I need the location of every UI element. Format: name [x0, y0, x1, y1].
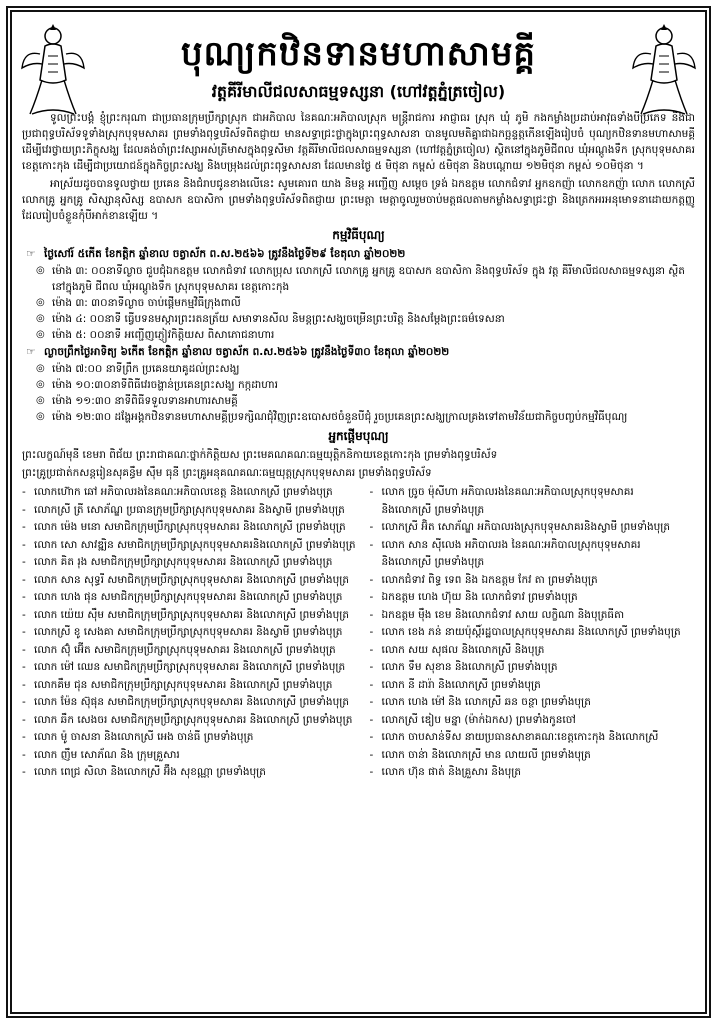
- organizer-entry: - លោក ខេង ភន់ នាយប៉ុស្តិ៍រដ្ឋបាលស្រុកបុទុមសាគរ និងលោកស្រី ព្រមទាំងបុត្រ: [369, 626, 681, 638]
- organizers-list: [22, 484, 695, 782]
- organizer-entry: - លោក ច្រូច ម៉ុសីហា អភិបាលរងនៃគណៈអភិបាលស្រុកបុទុមសាគរ: [369, 486, 634, 498]
- organizers-monk-1: ព្រះលក្ខណ៍មុនី ខេមរា ពិជ័យ ព្រះរាជាគណៈថ្នាក់កិត្តិយស ព្រះមេគណគណៈធម្មយុត្តិកនិកាយខេត្តកោះកុង ព្រមទាំងពុទ្ធបរិស័ទ: [22, 449, 498, 461]
- day-2-schedule: [22, 361, 695, 425]
- organizers-monk-2: ព្រះគ្រូប្រជាត់កសន្តរៀនសុគន្ធឹម ស៊ឹម ធុនី ព្រះគ្រូអនុគណគណៈធម្មយុត្តស្រុកបុទុមសាគរ ព្រមទាំងពុទ្ធបរិស័ទ: [22, 467, 432, 479]
- organizer-entry: - លោកគឹម ជុន សមាជិកក្រុមប្រឹក្សាស្រុកបុទុមសាគរ និងលោកស្រី ព្រមទាំងបុត្រ: [22, 678, 333, 691]
- organizer-entry: - លោកជំទាវ ពិទ្ធ ទេព និង ឯកឧត្តម កែវ តា ព្រមទាំងបុត្រ: [369, 573, 598, 586]
- organizer-entry: - លោក ហេង ម៉ៅ និង លោកស្រី ឆន ចន្ថា ព្រមទាំងបុត្រ: [369, 696, 591, 708]
- intro-paragraph-2: អាស្រ័យដូចបានទូលថ្វាយ ប្រគេន និងជំរាបជូនខាងលើនេះ សូមគោរព យាង និមន្ត អញ្ជើញ សម្តេច ទ្រង់ ឯកឧត្តម លោកជំទាវ អ្នកឧកញ៉ា លោកឧកញ៉ា លោក លោកស្រី លោកគ្រូ អ្នកគ្រូ សិស្សានុសិស្ស ឧបាសក ឧបាសិកា ព្រមទាំងពុទ្ធបរិស័ទពិតជ្ញាយ ព្រះមេត្តា មេត្តាចូលរួមចាប់មត្តផលតាមកម្លាំងសទ្ធាជ្រះថ្លា និងត្រេកអរអនុមោទនាដោយកត្តញ្ញូដែលរៀបចំខ្លួនកុំបីអាក់ខានឡើយ ។: [22, 178, 695, 222]
- organizer-entry: - លោក ស៊ុំ អ៊ើត សមាជិកក្រុមប្រឹក្សាស្រុកបុទុមសាគរ និងលោកស្រី ព្រមទាំងបុត្រ: [22, 643, 336, 656]
- organizers-heading: អ្នកផ្តើមបុណ្យ: [328, 429, 389, 443]
- organizer-entry: - លោក គិត រុង សមាជិកក្រុមប្រឹក្សាស្រុកបុទុមសាគរ និងលោកស្រី ព្រមទាំងបុត្រ: [22, 556, 333, 568]
- organizer-entry: និងលោកស្រី ព្រមទាំងបុត្រ: [381, 556, 485, 568]
- organizer-entry: - លោក ម៉ូ ចាសនា និងលោកស្រី អេង ចាន់ធី ព្រមទាំងបុត្រ: [22, 731, 254, 743]
- poster-title: បុណ្យកឋិនទានមហាសាមគ្គី: [181, 34, 536, 74]
- clock-icon: ◎: [36, 297, 45, 308]
- organizer-entry: - លោកស្រី ខូ សេងគា សមាជិកក្រុមប្រឹក្សាស្រុកបុទុមសាគរ និងស្វាមី ព្រមទាំងបុត្រ: [22, 626, 343, 638]
- organizer-entry: - លោក ពេជ្រ សិលា និងលោកស្រី អ៊ឹង សុខណ្ណា ព្រមទាំងបុត្រ: [22, 766, 266, 778]
- program-day-2: [26, 344, 695, 360]
- angel-ornament-left-icon: [18, 20, 88, 120]
- schedule-item: ◎ ម៉ោង ៥: ០០នាទី អញ្ជើញភ្ញៀវកិត្តិយស ពិសាភោជនាហារ: [36, 329, 275, 341]
- program-heading: កម្មវិធីបុណ្យ: [332, 228, 385, 242]
- organizer-entry: - លោក សយ សុផល និងលោកស្រី និងបុត្រ: [369, 643, 545, 656]
- program-day-1-text: ថ្ងៃសៅរ៍ ៥កើត ខែកត្តិក ឆ្នាំខាល ចត្វាស័ក ព.ស.២៥៦៦ ត្រូវនឹងថ្ងៃទី២៩ ខែតុលា ឆ្នាំ២០២២: [44, 248, 406, 260]
- organizer-entry: - លោក នី ដារ៉ា និងលោកស្រី ព្រមទាំងបុត្រ: [369, 678, 541, 691]
- clock-icon: ◎: [36, 379, 45, 390]
- organizer-entry: - លោកស្រី ត្រី សោភ័ណ្ឌ ប្រធានក្រុមប្រឹក្សាស្រុកបុទុមសាគរ និងស្វាមី ព្រមទាំងបុត្រ: [22, 503, 345, 516]
- organizer-entry: - លោក ម៉ែន ស៊ុផុន សមាជិកក្រុមប្រឹក្សាស្រុកបុទុមសាគរ និងលោកស្រី ព្រមទាំងបុត្រ: [22, 696, 350, 708]
- organizer-entry: - លោក ហ៊ុន ផាត់ និងគ្រួសារ និងបុត្រ: [369, 766, 522, 778]
- organizer-entry: - លោក ម៉ៅ ឈេន សមាជិកក្រុមប្រឹក្សាស្រុកបុទុមសាគរ និងលោកស្រី ព្រមទាំងបុត្រ: [22, 661, 346, 673]
- organizer-entry: - លោក ម៉េង មនោ សមាជិកក្រុមប្រឹក្សាស្រុកបុទុមសាគរ និងលោកស្រី ព្រមទាំងបុត្រ: [22, 521, 346, 533]
- schedule-item: ◎ ម៉ោង ១១:៣០ នាទីពិធីទទួលទានអាហារសាមគ្គី: [36, 395, 238, 407]
- clock-icon: ◎: [36, 329, 45, 340]
- organizer-entry: - លោក ចាបសាន់ទីស នាយប្រធានសាខាគណៈខេត្តកោះកុង និងលោកស្រី: [369, 731, 659, 743]
- intro-paragraph-1: ទូលព្រះបង្គំ ខ្ញុំព្រះករុណា ជាប្រធានក្រុមប្រឹក្សាស្រុក ជាអភិបាល នៃគណៈអភិបាលស្រុក មន្ត្រីរាជការ អាជ្ញាធរ ស្រុក ឃុំ ភូមិ កងកម្លាំងប្រដាប់អាវុធទាំងបីប្រភេទ និងជាប្រជាពុទ្ធបរិស័ទទូទាំងស្រុកបុទុមសាគរ ព្រមទាំងពុទ្ធបរិស័ទពិតជ្ញាយ មានសទ្ធាជ្រះថ្លាក្នុងព្រះពុទ្ធសាសនា បានមូលមតិគ្នាជាឯកច្ឆន្ទត្តកើនឡើងរៀបចំ បុណ្យកឋិនទានមហាសាមគ្គី ដើម្បីវេរថ្វាយព្រះភិក្ខុសង្ឃ ដែលគង់ចាំព្រះវស្សាអស់ត្រីមាសក្នុងពុទ្ធសីមា វត្តគីរីមាលីជលសាធម្មទស្សនា (ហៅវត្តភ្នំត្រចៀល) ស្ថិតនៅក្នុងភូមិជីពល ឃុំអណ្តូងទឹក ស្រុកបុទុមសាគរ ខេត្តកោះកុង ដើម្បីជាប្រយោជន៍ក្នុងកិច្ចព្រះសង្ឃ និងបម្រុងដល់ព្រះពុទ្ធសាសនា ដែលមានថ្ងៃ ៥ មិថុនា កម្ពស់ ៥មិថុនា និងបណ្តោយ ១២មិថុនា កម្ពស់ ១០មិថុនា ។: [22, 112, 695, 172]
- program-day-1: [26, 246, 695, 262]
- organizer-entry: - លោក សាន សុទ្ធរី សមាជិកក្រុមប្រឹក្សាស្រុកបុទុមសាគរ និងលោកស្រី ព្រមទាំងបុត្រ: [22, 573, 350, 586]
- organizer-entry: - ឯកឧត្តម ម៉ឹង ខេម និងលោកជំទាវ សាយ លក្ខិណា និងបុត្រធីតា: [369, 608, 625, 621]
- poster-frame: [6, 6, 711, 1018]
- organizers-right-column: [369, 484, 695, 782]
- organizer-entry: - លោក សាន ស៊ីលេង អភិបាលរង នៃគណៈអភិបាលស្រុកបុទុមសាគរ: [369, 538, 641, 551]
- organizer-entry: - លោក ចាន់ា និងលោកស្រី មាន លាយលី ព្រមទាំងបុត្រ: [369, 748, 591, 761]
- organizer-entry: និងលោកស្រី ព្រមទាំងបុត្រ: [381, 503, 485, 516]
- pointing-hand-icon: ☞: [26, 346, 36, 358]
- clock-icon: ◎: [36, 411, 45, 422]
- organizer-entry: - ឯកឧត្តម ហេង ហ៊ុយ និង លោកជំទាវ ព្រមទាំងបុត្រ: [369, 591, 578, 603]
- program-day-2-text: ល្ងាចព្រឹកថ្ងៃអាទិត្យ ៦កើត ខែកត្តិក ឆ្នាំខាល ចត្វាស័ក ព.ស.២៥៦៦ ត្រូវនឹងថ្ងៃទី៣០ ខែតុលា ឆ្នាំ២០២២: [44, 346, 450, 358]
- organizer-entry: - លោក សោ សាវឌ្ឍិន សមាជិកក្រុមប្រឹក្សាស្រុកបុទុមសាគរនិងលោកស្រី ព្រមទាំងបុត្រ: [22, 538, 356, 551]
- clock-icon: ◎: [36, 313, 45, 324]
- schedule-item: ◎ ម៉ោង ១២:៣០ ដង្ហែអង្គកឋិនទានមហាសាមគ្គីប្រទក្សិណជុំវិញព្រះឧបោសថចំនួនបីជុំ រួចប្រគេនព្រះសង្ឃក្រាលគ្រងទៅតាមវិន័យជាកិច្ចបញ្ចប់កម្មវិធីបុណ្យ: [36, 411, 628, 423]
- schedule-item: ◎ ម៉ោង ១០:៣០នាទីពិធីវេរចង្ហាន់ប្រគេនព្រះសង្ឃ កក្កដាហារ: [36, 379, 278, 391]
- day-1-schedule: [22, 263, 695, 343]
- clock-icon: ◎: [36, 363, 45, 374]
- organizer-entry: - លោកស្រី អ៊ិត សោភ័ណ្ឌ អភិបាលរងស្រុកបុទុមសាគរនិងស្វាមី ព្រមទាំងបុត្រ: [369, 521, 671, 533]
- clock-icon: ◎: [36, 265, 45, 276]
- organizer-entry: - លោកហ៊ោក ឆៅ អភិបាលរងនៃគណៈអភិបាលខេត្ត និងលោកស្រី ព្រមទាំងបុត្រ: [22, 486, 333, 498]
- organizer-entry: - លោក ញឹម សោភ័ណ និង ក្រុមគ្រួសារ: [22, 748, 180, 761]
- organizer-entry: - លោក ឆឹក សេងចរ សមាជិកក្រុមប្រឹក្សាស្រុកបុទុមសាគរ និងលោកស្រី ព្រមទាំងបុត្រ: [22, 713, 353, 726]
- poster-subtitle: វត្តគីរីមាលីជលសាធម្មទស្សនា (ហៅវត្តភ្នំត្រចៀល): [211, 82, 506, 101]
- schedule-item: ◎ ម៉ោង ៤: ០០នាទី ធ្វើបទនមស្ការព្រះរតនត្រ័យ សមាទានសីល និមន្តព្រះសង្ឃចម្រើនព្រះបរិត្ត និងសម្តែងព្រះធម៌ទេសនា: [36, 313, 505, 325]
- organizer-entry: - លោក យ៉េយ ស៊ឹម សមាជិកក្រុមប្រឹក្សាស្រុកបុទុមសាគរ និងលោកស្រី ព្រមទាំងបុត្រ: [22, 608, 350, 621]
- pointing-hand-icon: ☞: [26, 248, 36, 260]
- schedule-item: ◎ ម៉ោង ៧:០០ នាទីព្រឹក ប្រគេនយាគូដល់ព្រះសង្ឃ: [36, 363, 240, 375]
- schedule-item: ◎ ម៉ោង ៣: ៣០នាទីល្ងាច ចាប់ផ្តើមកម្មវិធីក្រុងពាលី: [36, 297, 241, 309]
- angel-ornament-right-icon: [629, 20, 699, 120]
- organizer-entry: - លោក ទឹម សុខាន និងលោកស្រី ព្រមទាំងបុត្រ: [369, 661, 558, 673]
- organizer-entry: - លោកស្រី ឌៀប មន្នា (ម៉ាក់ឯកស) ព្រមទាំងកូនចៅ: [369, 713, 576, 726]
- organizers-left-column: [22, 484, 355, 782]
- organizer-entry: - លោក ហេង ផុន សមាជិកក្រុមប្រឹក្សាស្រុកបុទុមសាគរ និងលោកស្រី ព្រមទាំងបុត្រ: [22, 591, 343, 603]
- schedule-item: ◎ ម៉ោង ៣: ០០នាទីល្ងាច ជួបជុំឯកឧត្តម លោកជំទាវ លោកប្រុស លោកស្រី លោកគ្រូ អ្នកគ្រូ ឧបាសក ឧបាសិកា និងពុទ្ធបរិស័ទ ក្នុង វត្ត គីរីមាលីជលសាធម្មទស្សនា ស្ថិតនៅក្នុងភូមិ ជីពល ឃុំអណ្តូងទឹក ស្រុកបុទុមសាគរ ខេត្តកោះកុង: [36, 265, 685, 293]
- clock-icon: ◎: [36, 395, 45, 406]
